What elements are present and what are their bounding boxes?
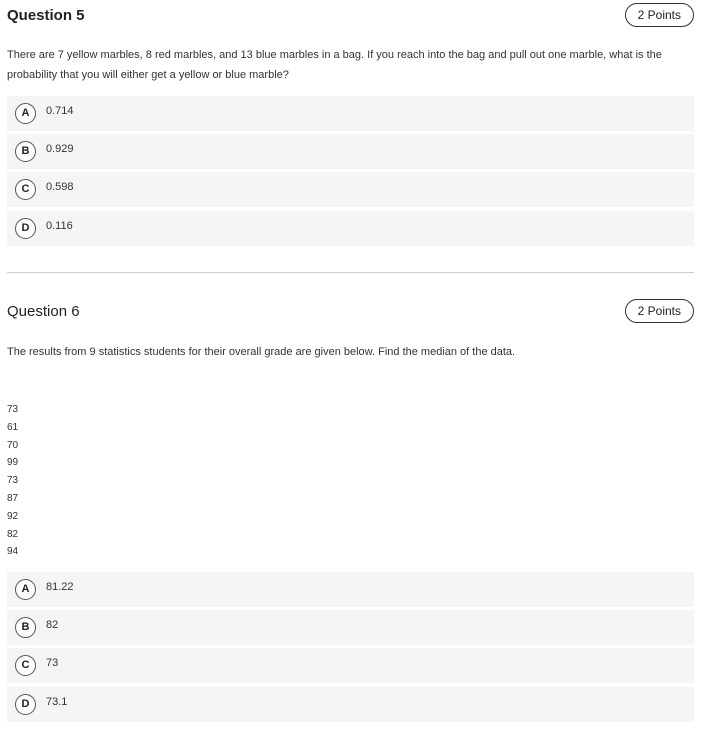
option-text: 73.1 [46,696,68,708]
option-letter-badge: B [15,617,36,638]
question-5-header [7,3,694,29]
option-letter-badge: C [15,655,36,676]
data-value: 73 [7,404,19,415]
option-text: 0.598 [46,181,74,193]
question-6-points-badge: 2 Points [625,299,694,323]
question-5-option-a[interactable] [7,96,694,131]
grade-data-list [7,401,18,561]
option-text: 73 [46,657,59,669]
data-value: 92 [7,510,19,522]
option-text: 0.714 [46,105,74,117]
option-letter-badge: C [15,179,36,200]
question-6-text: The results from 9 statistics students for their overall grade are given below. Find the median of the data. [7,346,516,358]
question-6-header [7,299,694,325]
data-value: 87 [7,492,19,504]
question-6-option-a[interactable] [7,572,694,607]
question-6-option-b[interactable] [7,610,694,645]
question-5-points-badge: 2 Points [625,3,694,27]
option-letter-badge: A [15,579,36,600]
question-6-option-c[interactable] [7,648,694,683]
data-value: 99 [7,457,19,469]
question-5-title: Question 5 [7,7,85,24]
option-letter-badge: B [15,141,36,162]
option-text: 81.22 [46,581,74,593]
data-value: 61 [7,421,19,433]
option-text: 0.929 [46,143,74,155]
option-letter-badge: A [15,103,36,124]
data-value: 73 [7,475,19,487]
question-6-title: Question 6 [7,303,80,320]
question-6-option-d[interactable] [7,687,694,722]
question-5-option-b[interactable] [7,134,694,169]
data-value: 82 [7,528,19,540]
option-letter-badge: D [15,218,36,239]
question-5-text: There are 7 yellow marbles, 8 red marbles, and 13 blue marbles in a bag. If you reach into the bag and pull out one marble, what is the probability that you will either get a yellow or blue marble? [7,49,662,81]
data-value: 94 [7,546,19,558]
option-letter-badge: D [15,694,36,715]
option-text: 0.116 [46,220,73,232]
question-5-option-d[interactable] [7,211,694,246]
data-value: 70 [7,439,19,451]
question-5-option-c[interactable] [7,172,694,207]
option-text: 82 [46,619,59,631]
question-divider [7,272,694,273]
